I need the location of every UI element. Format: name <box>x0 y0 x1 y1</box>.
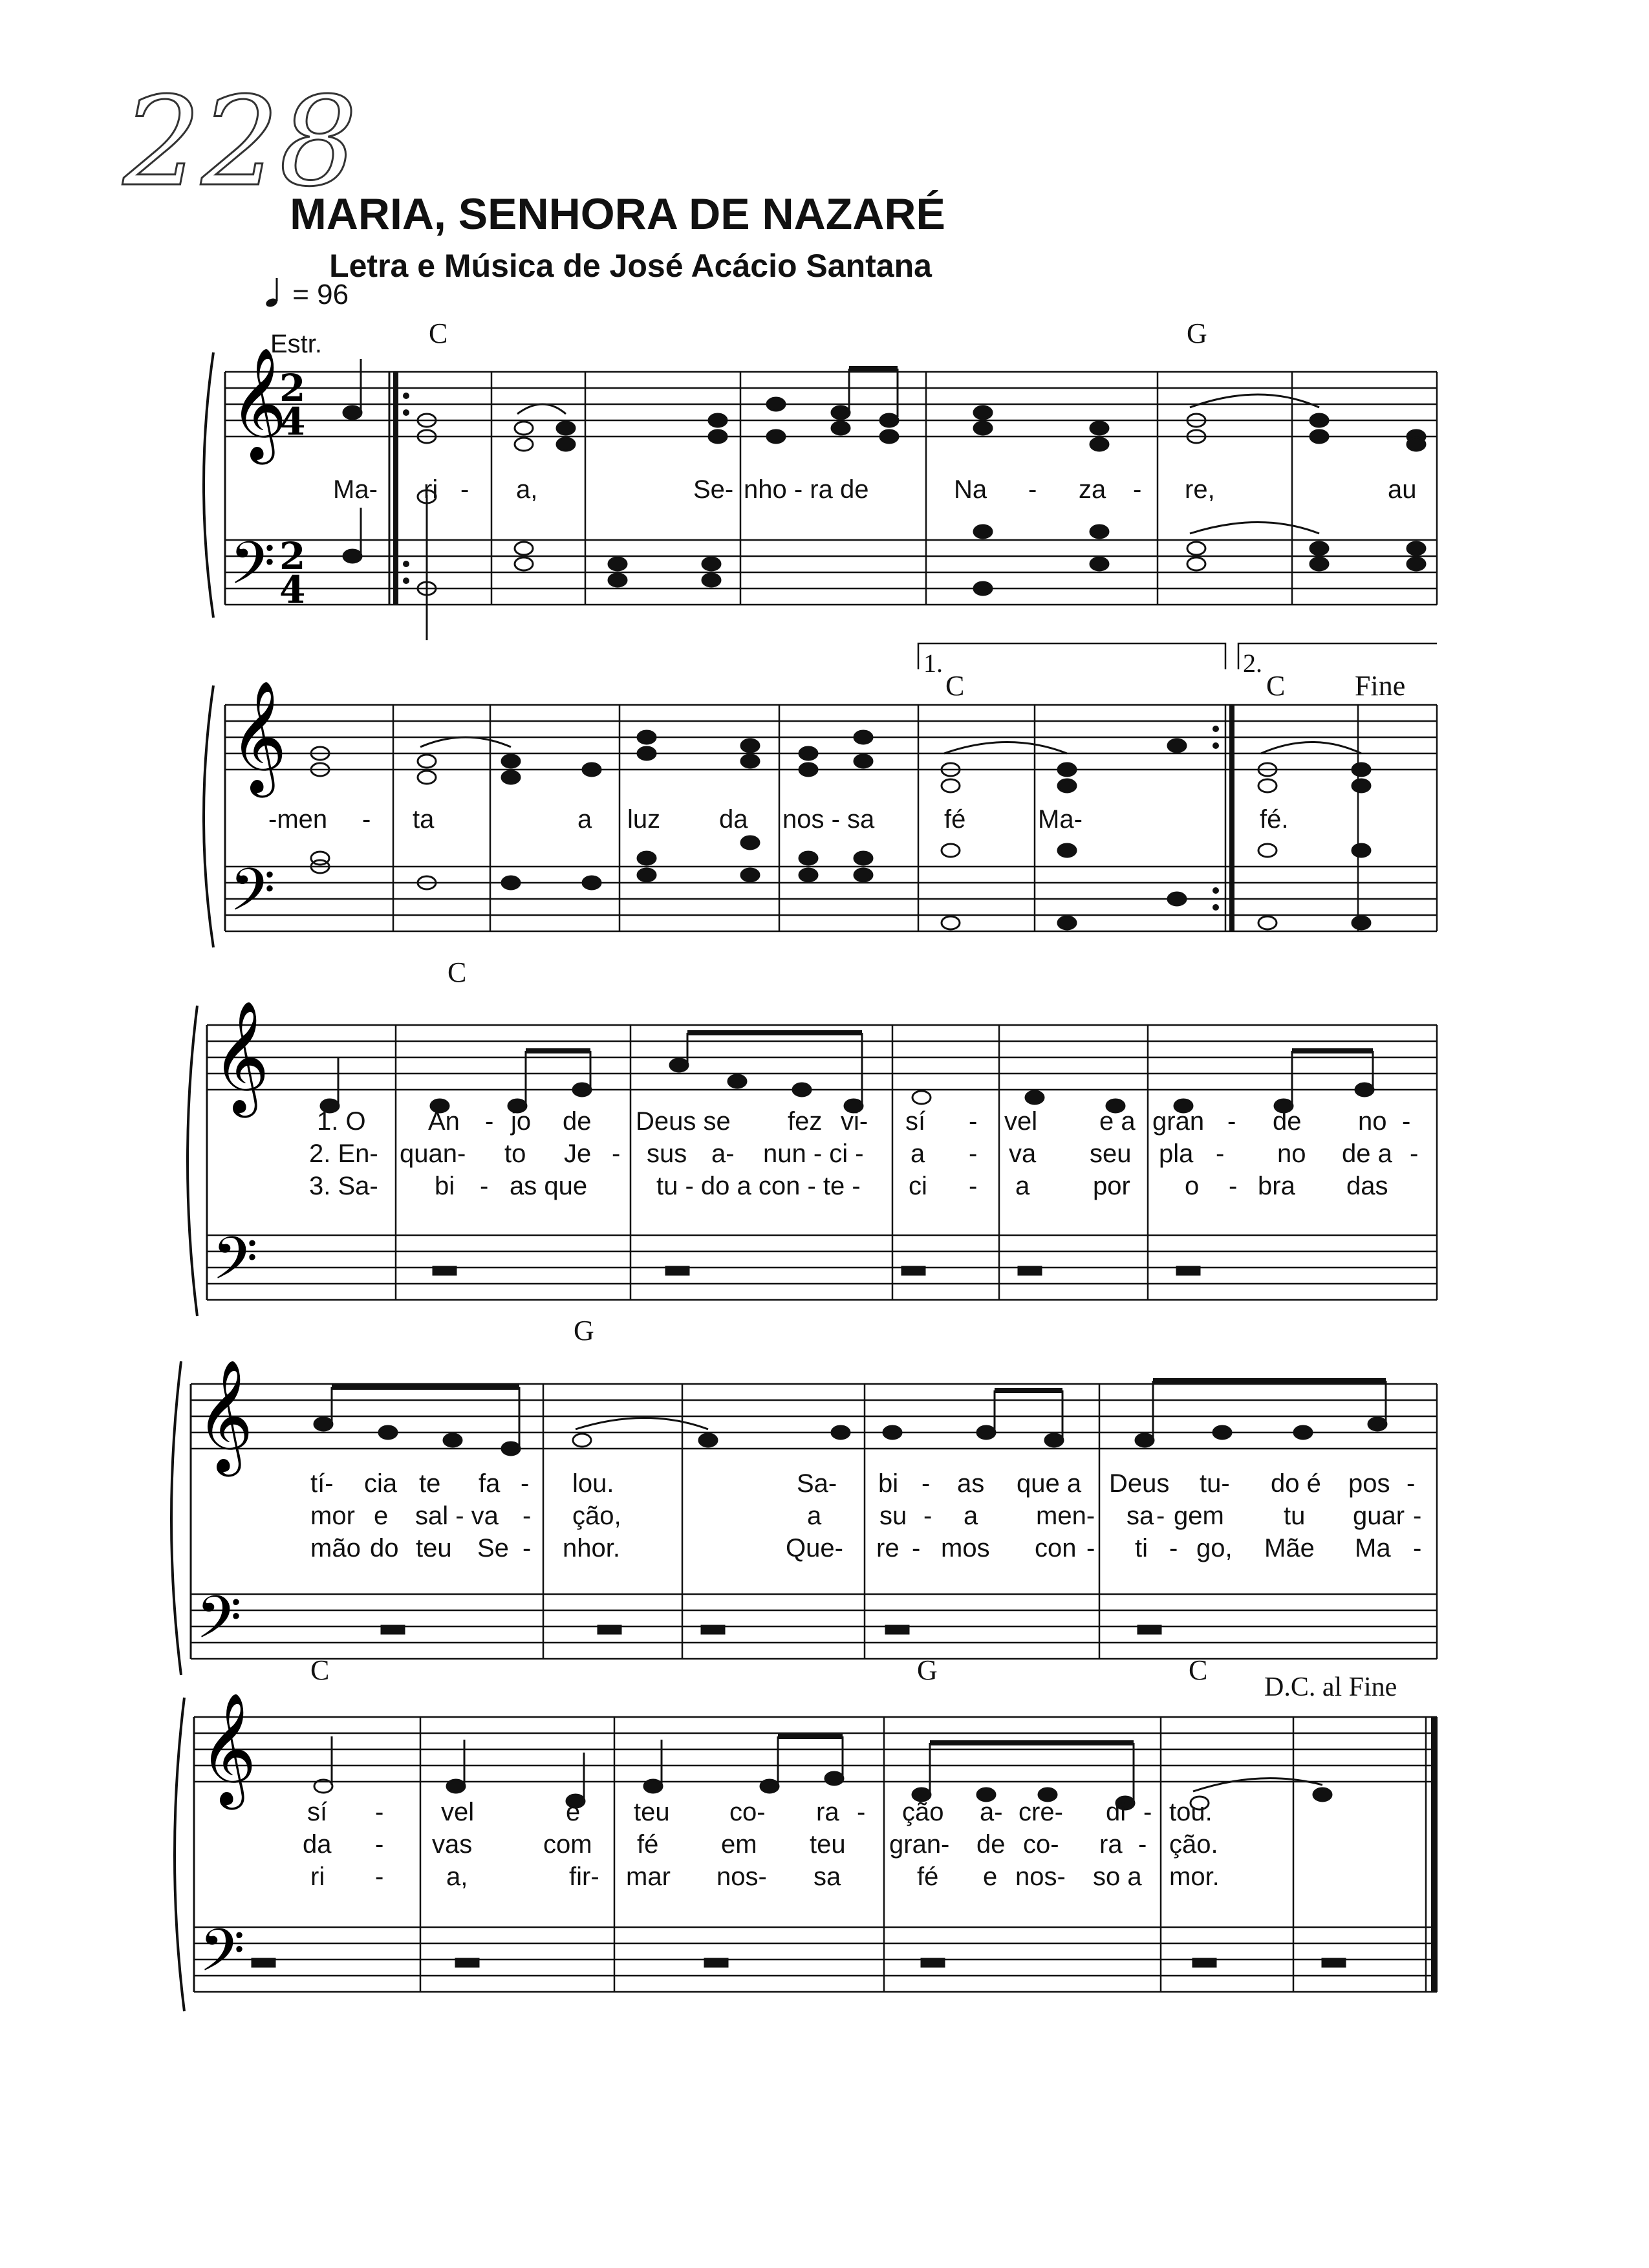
svg-text:2: 2 <box>279 366 306 410</box>
lyric-syllable: za <box>1079 475 1106 504</box>
lyric-syllable: do <box>370 1534 399 1562</box>
treble-clef-icon: 𝄞 <box>196 1359 253 1472</box>
svg-text:4: 4 <box>279 400 306 444</box>
lyric-syllable: fé <box>944 805 966 834</box>
lyric-syllable: - <box>1086 1534 1095 1562</box>
lyric-syllable: sal - va <box>415 1502 499 1530</box>
lyric-syllable: gem <box>1174 1502 1224 1530</box>
chord-symbol: C <box>429 318 448 349</box>
fine-marking: Fine <box>1355 670 1406 702</box>
lyric-syllable: seu <box>1090 1139 1132 1168</box>
lyric-syllable: tou. <box>1169 1798 1212 1826</box>
bass-staff-1 <box>225 540 1437 605</box>
chord-symbol: G <box>917 1654 938 1686</box>
bass-clef-icon: 𝄢 <box>230 856 275 938</box>
system-brace <box>171 1361 181 1675</box>
lyric-syllable: as <box>957 1469 985 1498</box>
lyric-syllable: - <box>1028 475 1037 504</box>
lyric-syllable: Ma <box>1355 1534 1391 1562</box>
lyric-syllable: de <box>563 1107 592 1136</box>
dc-al-fine-marking: D.C. al Fine <box>1264 1672 1397 1702</box>
lyric-syllable: 3. Sa- <box>309 1172 378 1200</box>
lyric-syllable: sí <box>905 1107 926 1136</box>
lyric-syllable: - <box>1406 1469 1416 1498</box>
lyric-syllable: e <box>983 1863 998 1891</box>
lyric-syllable: - <box>523 1534 532 1562</box>
lyric-syllable: fé. <box>1260 805 1289 834</box>
lyric-syllable: fa <box>479 1469 501 1498</box>
lyric-syllable: - <box>921 1469 931 1498</box>
lyric-syllable: fez <box>788 1107 823 1136</box>
lyric-syllable: -men <box>268 805 328 834</box>
lyric-syllable: - <box>857 1798 866 1826</box>
lyric-syllable: ta <box>413 805 435 834</box>
lyric-syllable: por <box>1093 1172 1130 1200</box>
lyric-syllable: sa <box>814 1863 841 1891</box>
lyric-syllable: tu - do a con - te - <box>656 1172 861 1200</box>
lyric-syllable: fé <box>637 1830 659 1859</box>
lyric-syllable: sus <box>647 1139 687 1168</box>
lyric-syllable: - <box>1169 1534 1178 1562</box>
lyric-syllable: lou. <box>572 1469 614 1498</box>
lyric-syllable: Sa- <box>797 1469 837 1498</box>
lyric-syllable: mar <box>626 1863 671 1891</box>
lyric-syllable: nos - sa <box>782 805 875 834</box>
lyric-syllable: e a <box>1099 1107 1136 1136</box>
lyric-syllable: fé <box>917 1863 939 1891</box>
lyric-syllable: em <box>721 1830 757 1859</box>
lyric-syllable: tu- <box>1200 1469 1230 1498</box>
intro-marking: Estr. <box>270 330 323 358</box>
system-brace <box>204 352 213 618</box>
svg-text:228: 228 <box>123 70 358 213</box>
lyric-syllable: Deus se <box>636 1107 731 1136</box>
lyric-syllable: de a <box>1342 1139 1392 1168</box>
lyric-syllable: a, <box>446 1863 468 1891</box>
lyric-syllable: mor. <box>1169 1863 1220 1891</box>
lyric-syllable: que a <box>1017 1469 1082 1498</box>
time-signature <box>279 366 305 612</box>
lyric-syllable: ção, <box>572 1502 621 1530</box>
lyric-syllable: - <box>969 1139 978 1168</box>
lyric-syllable: a <box>807 1502 822 1530</box>
lyric-syllable: su <box>879 1502 907 1530</box>
lyric-syllable: Se- <box>693 475 734 504</box>
lyric-syllable: re <box>876 1534 900 1562</box>
treble-clef-icon: 𝄞 <box>212 1000 270 1113</box>
lyric-syllable: - <box>480 1172 489 1200</box>
lyric-syllable: nhor. <box>563 1534 620 1562</box>
lyric-syllable: 1. O <box>317 1107 366 1136</box>
lyric-syllable: bi <box>878 1469 899 1498</box>
lyric-syllable: e <box>566 1798 581 1826</box>
svg-text:4: 4 <box>279 568 306 612</box>
lyric-syllable: Deus <box>1109 1469 1170 1498</box>
lyric-syllable: nos- <box>717 1863 767 1891</box>
treble-clef-icon: 𝄞 <box>230 680 287 793</box>
lyric-syllable: de <box>1273 1107 1302 1136</box>
lyric-syllable: - <box>521 1469 530 1498</box>
lyric-syllable: - <box>1402 1107 1411 1136</box>
lyric-syllable: nos- <box>1015 1863 1066 1891</box>
lyric-syllable: cre- <box>1018 1798 1063 1826</box>
chord-symbol: C <box>447 956 467 988</box>
bass-clef-icon: 𝄢 <box>230 529 275 612</box>
bass-clef-icon: 𝄢 <box>199 1916 245 1999</box>
lyric-syllable: - <box>375 1798 384 1826</box>
chord-symbol: G <box>1187 318 1207 349</box>
lyric-syllable: da <box>303 1830 332 1859</box>
lyric-syllable: - <box>912 1534 921 1562</box>
system-brace <box>204 686 213 947</box>
lyric-syllable: di <box>1106 1798 1126 1826</box>
lyric-syllable: pos <box>1348 1469 1390 1498</box>
lyric-syllable: nun - ci - <box>763 1139 864 1168</box>
lyric-syllable: e <box>374 1502 389 1530</box>
lyric-syllable: men- <box>1036 1502 1095 1530</box>
chord-symbol: C <box>945 670 965 702</box>
lyric-syllable: ra <box>816 1798 839 1826</box>
lyric-syllable: - <box>1413 1534 1422 1562</box>
lyric-syllable: a- <box>711 1139 735 1168</box>
lyric-syllable: ti <box>1135 1534 1148 1562</box>
lyric-syllable: a <box>577 805 592 834</box>
lyric-syllable: no <box>1358 1107 1387 1136</box>
lyric-syllable: Na <box>954 475 987 504</box>
lyric-syllable: An <box>428 1107 460 1136</box>
lyric-syllable: de <box>976 1830 1006 1859</box>
bass-clef-icon: 𝄢 <box>196 1583 242 1666</box>
lyric-syllable: - <box>523 1502 532 1530</box>
lyric-syllable: - <box>1229 1172 1238 1200</box>
tempo-marking <box>265 277 349 311</box>
lyric-syllable: ri <box>424 475 438 504</box>
lyric-syllable: Se <box>477 1534 509 1562</box>
lyric-syllable: guar <box>1353 1502 1405 1530</box>
lyric-syllable: ção. <box>1169 1830 1218 1859</box>
lyric-syllable: - <box>375 1863 384 1891</box>
lyric-syllable: o <box>1185 1172 1200 1200</box>
lyric-syllable: pla <box>1159 1139 1194 1168</box>
lyric-syllable: re, <box>1185 475 1215 504</box>
lyric-syllable: das <box>1346 1172 1388 1200</box>
first-ending-bracket <box>918 643 1225 669</box>
lyric-syllable: - <box>1133 475 1142 504</box>
lyric-syllable: - <box>375 1830 384 1859</box>
lyric-syllable: - <box>1413 1502 1422 1530</box>
lyric-syllable: gran <box>1152 1107 1205 1136</box>
lyric-syllable: - <box>923 1502 932 1530</box>
lyric-syllable: to <box>504 1139 526 1168</box>
svg-text:2: 2 <box>279 534 306 578</box>
lyric-syllable: con <box>1035 1534 1077 1562</box>
lyric-syllable: - <box>1410 1139 1419 1168</box>
lyric-syllable: sí <box>307 1798 328 1826</box>
treble-clef-icon: 𝄞 <box>230 347 287 460</box>
lyric-syllable: com <box>543 1830 592 1859</box>
lyric-syllable: so a <box>1093 1863 1142 1891</box>
lyric-syllable: ri <box>310 1863 325 1891</box>
song-title: MARIA, SENHORA DE NAZARÉ <box>290 189 945 239</box>
tempo-value: = 96 <box>292 279 349 310</box>
lyric-syllable: quan- <box>400 1139 466 1168</box>
chord-symbol: C <box>1266 670 1286 702</box>
lyric-syllable: do é <box>1271 1469 1321 1498</box>
lyric-syllable: - <box>1227 1107 1236 1136</box>
chord-symbol: C <box>310 1654 330 1686</box>
lyric-syllable: vel <box>441 1798 475 1826</box>
lyric-syllable: Que- <box>786 1534 843 1562</box>
lyric-syllable: mão <box>310 1534 361 1562</box>
lyric-syllable: - <box>1216 1139 1225 1168</box>
lyric-syllable: bra <box>1258 1172 1295 1200</box>
lyric-syllable: jo <box>511 1107 532 1136</box>
lyric-syllable: Mãe <box>1264 1534 1315 1562</box>
lyric-syllable: a <box>1015 1172 1030 1200</box>
lyric-syllable: - <box>1143 1798 1152 1826</box>
treble-clef-icon: 𝄞 <box>199 1692 257 1805</box>
lyric-syllable: a- <box>980 1798 1003 1826</box>
lyric-syllable: bi <box>435 1172 455 1200</box>
lyric-syllable: da <box>719 805 748 834</box>
lyric-syllable: gran- <box>889 1830 950 1859</box>
bass-clef-icon: 𝄢 <box>212 1224 258 1307</box>
lyric-syllable: no <box>1277 1139 1306 1168</box>
lyric-syllable: nho - ra de <box>744 475 869 504</box>
music-notes <box>343 359 1425 640</box>
lyric-syllable: te <box>419 1469 441 1498</box>
lyric-syllable: Je <box>564 1139 592 1168</box>
lyric-syllable: ci <box>909 1172 927 1200</box>
lyric-syllable: a, <box>516 475 538 504</box>
lyric-syllable: va <box>1009 1139 1037 1168</box>
lyric-syllable: - <box>1156 1502 1165 1530</box>
lyric-syllable: sa <box>1126 1502 1154 1530</box>
lyric-syllable: Ma- <box>333 475 378 504</box>
first-ending-number: 1. <box>923 649 943 678</box>
lyric-syllable: mor <box>310 1502 355 1530</box>
system-brace <box>188 1006 197 1316</box>
lyric-syllable: vas <box>432 1830 473 1859</box>
lyric-syllable: mos <box>941 1534 990 1562</box>
song-subtitle: Letra e Música de José Acácio Santana <box>329 248 932 284</box>
chord-symbol: C <box>1189 1654 1208 1686</box>
chord-symbol: G <box>574 1315 594 1346</box>
lyric-syllable: a <box>911 1139 925 1168</box>
lyric-syllable: - <box>460 475 469 504</box>
lyric-syllable: Ma- <box>1038 805 1083 834</box>
lyric-syllable: - <box>485 1107 494 1136</box>
lyric-syllable: as que <box>510 1172 588 1200</box>
lyric-syllable: teu <box>634 1798 670 1826</box>
lyric-syllable: - <box>612 1139 621 1168</box>
quarter-note-icon <box>265 277 285 309</box>
lyric-syllable: - <box>969 1107 978 1136</box>
lyric-syllable: - <box>969 1172 978 1200</box>
lyric-syllable: go, <box>1196 1534 1233 1562</box>
lyric-syllable: au <box>1388 475 1417 504</box>
lyric-syllable: cia <box>364 1469 398 1498</box>
lyric-syllable: 2. En- <box>309 1139 378 1168</box>
second-ending-number: 2. <box>1243 649 1262 678</box>
lyric-syllable: luz <box>627 805 661 834</box>
lyric-syllable: co- <box>1023 1830 1059 1859</box>
lyric-syllable: - <box>362 805 371 834</box>
lyric-syllable: teu <box>810 1830 846 1859</box>
lyric-syllable: ra <box>1099 1830 1123 1859</box>
lyric-syllable: co- <box>729 1798 766 1826</box>
lyric-syllable: fir- <box>569 1863 599 1891</box>
lyric-syllable: ção <box>902 1798 944 1826</box>
lyric-syllable: - <box>1138 1830 1147 1859</box>
lyric-syllable: a <box>964 1502 978 1530</box>
second-ending-bracket <box>1238 643 1437 669</box>
lyric-syllable: teu <box>416 1534 452 1562</box>
system-brace <box>175 1698 184 2011</box>
lyric-syllable: vel <box>1004 1107 1038 1136</box>
lyric-syllable: tí- <box>310 1469 334 1498</box>
lyric-syllable: tu <box>1284 1502 1306 1530</box>
lyric-syllable: vi- <box>841 1107 868 1136</box>
